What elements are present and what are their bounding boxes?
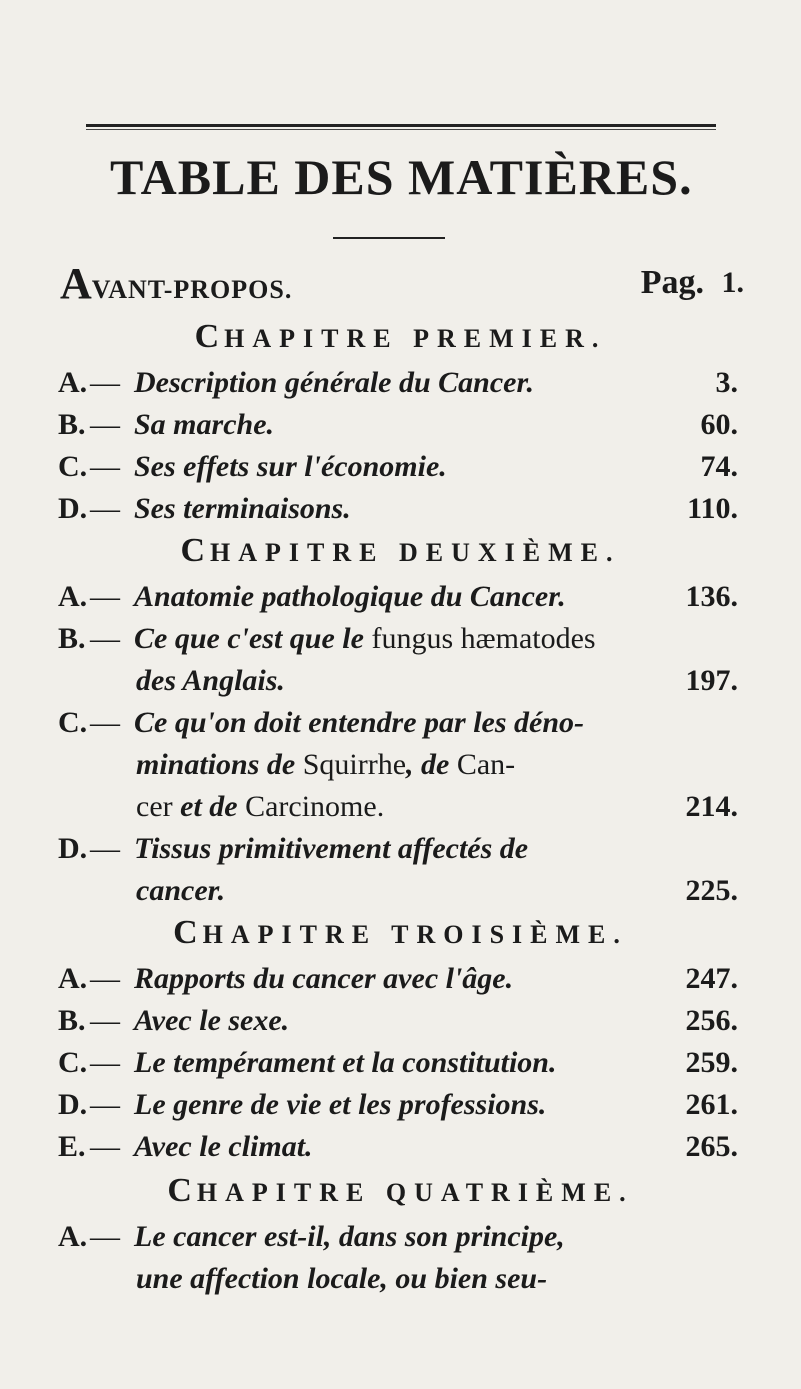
entry-3c: C.— Le tempérament et la constitution. 259. <box>58 1046 738 1079</box>
chapter-1-heading: CHAPITRE PREMIER. <box>194 318 607 355</box>
top-rule-thin <box>86 129 716 130</box>
entry-1d: D.— Ses terminaisons. 110. <box>58 492 738 525</box>
entry-2d: D.— Tissus primitivement affectés de <box>58 832 529 865</box>
chapter-4-heading: CHAPITRE QUATRIÈME. <box>167 1172 634 1209</box>
top-rule <box>86 124 716 127</box>
avant-propos-entry <box>60 258 750 308</box>
entry-1a: A.— Description générale du Cancer. 3. <box>58 366 738 399</box>
entry-2a: A.— Anatomie pathologique du Cancer. 136. <box>58 580 738 613</box>
entry-2b: B. — Ce que c'est que le fungus hæmatodes <box>58 622 596 655</box>
entry-3b: B. — Avec le sexe. 256. <box>58 1004 738 1037</box>
entry-2c-cont1: minations de Squirrhe, de Can- <box>136 748 516 781</box>
title-divider <box>333 237 445 239</box>
entry-2c: C.— Ce qu'on doit entendre par les déno- <box>58 706 585 739</box>
entry-1b: B. — Sa marche. 60. <box>58 408 738 441</box>
entry-4a: A.— Le cancer est-il, dans son principe, <box>58 1220 565 1253</box>
entry-2d-cont: cancer. 225. <box>136 874 738 907</box>
chapter-2-heading: CHAPITRE DEUXIÈME. <box>180 532 621 569</box>
entry-3a: A.— Rapports du cancer avec l'âge. 247. <box>58 962 738 995</box>
page-title: TABLE DES MATIÈRES. <box>110 149 693 205</box>
pag-label: Pag. <box>640 264 704 301</box>
entry-2b-cont: des Anglais. 197. <box>136 664 738 697</box>
chapter-3-heading: CHAPITRE TROISIÈME. <box>173 914 628 951</box>
entry-1c: C.— Ses effets sur l'économie. 74. <box>58 450 738 483</box>
entry-4a-cont: une affection locale, ou bien seu- <box>136 1262 548 1295</box>
avant-page-number: 1. <box>721 266 744 299</box>
avant-initial: A <box>60 259 92 308</box>
entry-3d: D.— Le genre de vie et les professions. 261. <box>58 1088 738 1121</box>
entry-2c-cont2: cer et de Carcinome. 214. <box>136 790 738 823</box>
avant-label: VANT-PROPOS. <box>91 275 293 304</box>
entry-3e: E. — Avec le climat. 265. <box>58 1130 738 1163</box>
